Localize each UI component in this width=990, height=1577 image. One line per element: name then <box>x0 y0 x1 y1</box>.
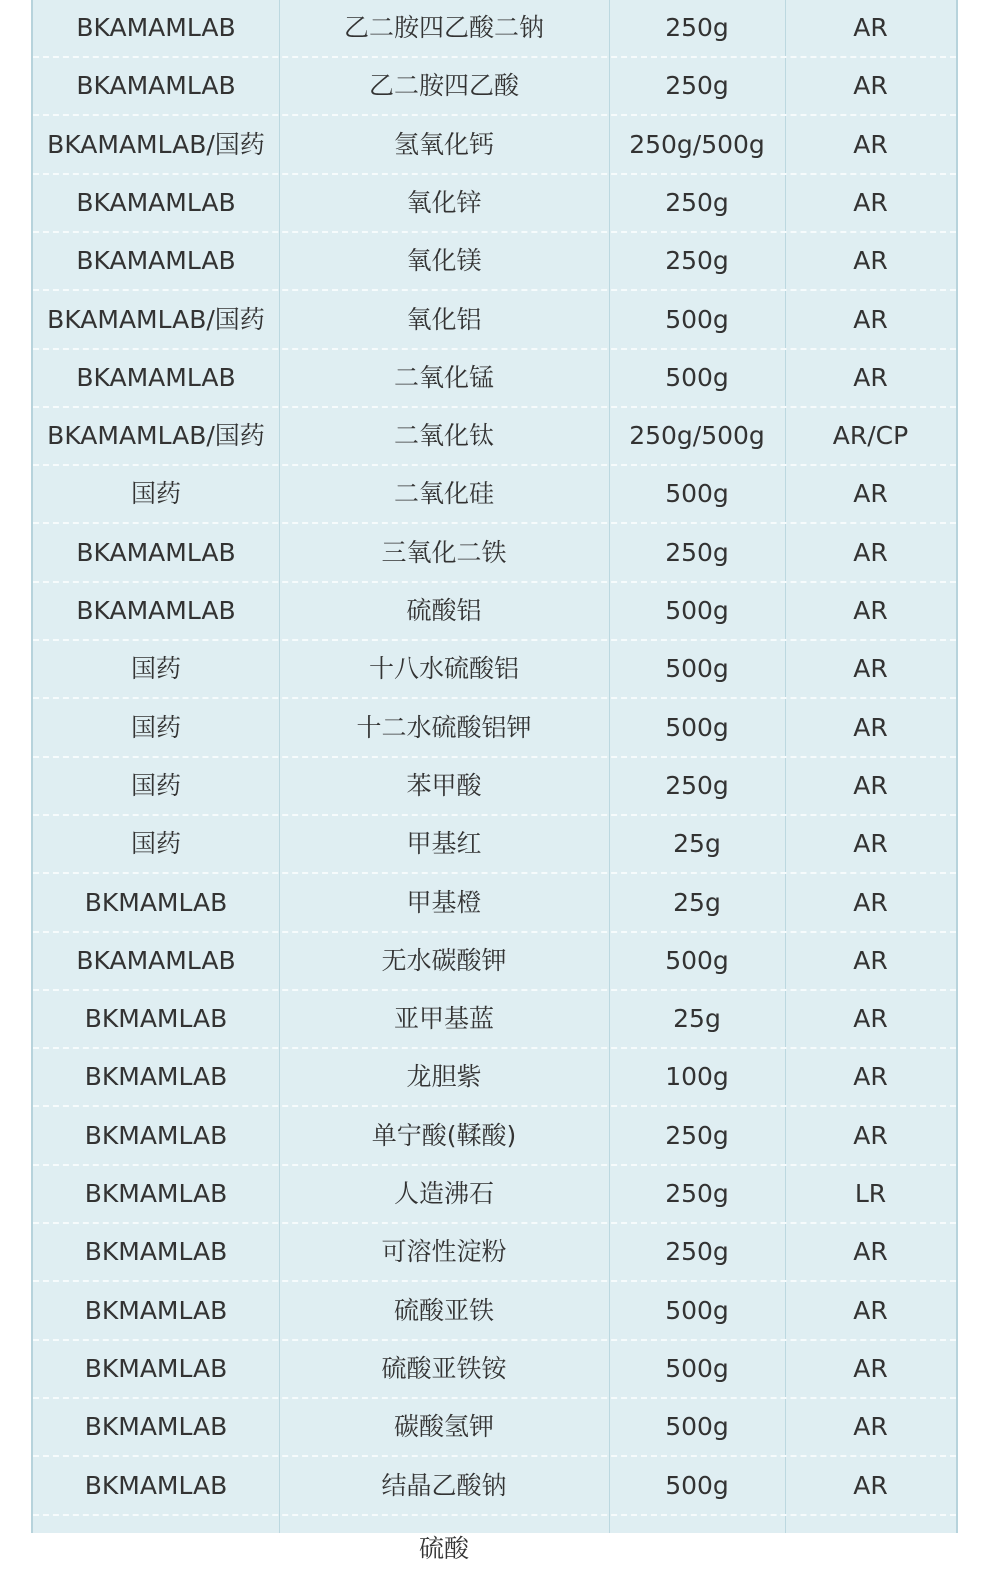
table-row <box>33 816 956 874</box>
brand-cell: BKMAMLAB <box>84 1237 228 1266</box>
package-size-cell: 500g <box>665 1471 729 1500</box>
reagent-name-cell: 氧化铝 <box>406 305 482 334</box>
brand-cell: 国药 <box>130 771 181 800</box>
table-row <box>33 1399 956 1457</box>
reagent-name-cell: 氧化锌 <box>406 188 482 217</box>
table-row <box>33 758 956 816</box>
reagent-name-cell: 乙二胺四乙酸 <box>368 71 519 100</box>
package-size-cell: 250g/500g <box>629 130 765 159</box>
package-size-cell: 500g <box>665 946 729 975</box>
reagent-name-cell: 龙胆紫 <box>406 1062 482 1091</box>
table-row <box>33 466 956 524</box>
brand-cell: 国药 <box>130 654 181 683</box>
package-size-cell: 250g <box>665 188 729 217</box>
table-row <box>33 1224 956 1282</box>
package-size-cell: 250g <box>665 1237 729 1266</box>
brand-cell: BKAMAMLAB <box>76 71 236 100</box>
brand-cell: BKAMAMLAB <box>76 363 236 392</box>
reagent-name-cell: 硫酸铝 <box>406 596 482 625</box>
brand-cell: BKAMAMLAB <box>76 13 236 42</box>
brand-cell: BKAMAMLAB <box>76 946 236 975</box>
table-row <box>33 1341 956 1399</box>
table-row <box>33 1283 956 1341</box>
package-size-cell: 500g <box>665 1296 729 1325</box>
reagent-name-cell: 氧化镁 <box>406 246 482 275</box>
brand-cell: BKMAMLAB <box>84 1296 228 1325</box>
package-size-cell: 500g <box>665 1412 729 1441</box>
table-row <box>33 0 956 58</box>
brand-cell: 国药 <box>130 713 181 742</box>
reagent-name-cell: 氢氧化钙 <box>393 130 494 159</box>
table-row <box>33 1049 956 1107</box>
reagent-name-cell: 苯甲酸 <box>406 771 482 800</box>
package-size-cell: 500g <box>665 479 729 508</box>
reagent-name-cell: 二氧化钛 <box>393 421 494 450</box>
reagent-name-cell: 结晶乙酸钠 <box>381 1471 507 1500</box>
brand-cell: BKAMAMLAB/国药 <box>47 305 265 334</box>
reagent-name-cell: 单宁酸(鞣酸) <box>371 1121 517 1150</box>
table-row <box>33 350 956 408</box>
reagent-name-cell: 二氧化锰 <box>393 363 494 392</box>
grade-cell: AR <box>853 188 888 217</box>
table-row-partial <box>279 1522 609 1563</box>
package-size-cell: 250g <box>665 771 729 800</box>
grade-cell: AR <box>853 1062 888 1091</box>
reagent-name-cell: 甲基橙 <box>406 888 482 917</box>
grade-cell: AR <box>853 130 888 159</box>
grade-cell: AR <box>853 1004 888 1033</box>
grade-cell: AR <box>853 713 888 742</box>
grade-cell: AR <box>853 1121 888 1150</box>
package-size-cell: 250g <box>665 1121 729 1150</box>
grade-cell: AR <box>853 479 888 508</box>
brand-cell: BKMAMLAB <box>84 1471 228 1500</box>
reagent-name-cell: 硫酸亚铁 <box>393 1296 494 1325</box>
brand-cell: BKMAMLAB <box>84 1004 228 1033</box>
table-row <box>33 525 956 583</box>
brand-cell: 国药 <box>130 829 181 858</box>
grade-cell: AR <box>853 596 888 625</box>
table-row <box>33 991 956 1049</box>
brand-cell: BKMAMLAB <box>84 1121 228 1150</box>
grade-cell: AR <box>853 829 888 858</box>
table-row <box>33 875 956 933</box>
table-row <box>33 1458 956 1516</box>
reagent-name-cell: 人造沸石 <box>393 1179 494 1208</box>
package-size-cell: 500g <box>665 305 729 334</box>
package-size-cell: 100g <box>665 1062 729 1091</box>
reagent-name-cell: 碳酸氢钾 <box>393 1412 494 1441</box>
brand-cell: BKAMAMLAB <box>76 538 236 567</box>
grade-cell: AR <box>853 888 888 917</box>
package-size-cell: 250g <box>665 71 729 100</box>
brand-cell: BKAMAMLAB <box>76 188 236 217</box>
brand-cell: 国药 <box>130 479 181 508</box>
grade-cell: AR <box>853 538 888 567</box>
package-size-cell: 25g <box>673 888 721 917</box>
brand-cell: BKAMAMLAB <box>76 246 236 275</box>
package-size-cell: 25g <box>673 1004 721 1033</box>
brand-cell: BKAMAMLAB <box>76 596 236 625</box>
grade-cell: AR <box>853 246 888 275</box>
package-size-cell: 250g <box>665 538 729 567</box>
package-size-cell: 25g <box>673 829 721 858</box>
reagent-name-cell: 乙二胺四乙酸二钠 <box>343 13 544 42</box>
grade-cell: AR <box>853 305 888 334</box>
grade-cell: AR <box>853 363 888 392</box>
reagent-name-cell: 硫酸亚铁铵 <box>381 1354 507 1383</box>
table-row <box>33 1166 956 1224</box>
package-size-cell: 500g <box>665 363 729 392</box>
grade-cell: LR <box>854 1179 887 1208</box>
brand-cell: BKAMAMLAB/国药 <box>47 421 265 450</box>
brand-cell: BKMAMLAB <box>84 888 228 917</box>
package-size-cell: 500g <box>665 713 729 742</box>
grade-cell: AR <box>853 1237 888 1266</box>
reagent-name-cell: 甲基红 <box>406 829 482 858</box>
reagent-table <box>31 0 958 1563</box>
table-row <box>33 175 956 233</box>
grade-cell: AR <box>853 13 888 42</box>
grade-cell: AR <box>853 1296 888 1325</box>
reagent-name-cell: 硫酸 <box>418 1534 469 1563</box>
reagent-name-cell: 十二水硫酸铝钾 <box>356 713 532 742</box>
package-size-cell: 250g <box>665 246 729 275</box>
reagent-name-cell: 亚甲基蓝 <box>393 1004 494 1033</box>
grade-cell: AR <box>853 946 888 975</box>
table-row <box>33 1108 956 1166</box>
table-row <box>33 583 956 641</box>
reagent-name-cell: 无水碳酸钾 <box>381 946 507 975</box>
grade-cell: AR <box>853 654 888 683</box>
table-row <box>33 408 956 466</box>
brand-cell: BKMAMLAB <box>84 1179 228 1208</box>
table-row <box>33 117 956 175</box>
table-row <box>33 700 956 758</box>
table-row <box>33 58 956 116</box>
package-size-cell: 500g <box>665 654 729 683</box>
table-row <box>33 292 956 350</box>
grade-cell: AR/CP <box>832 421 909 450</box>
grade-cell: AR <box>853 1354 888 1383</box>
reagent-name-cell: 可溶性淀粉 <box>381 1237 507 1266</box>
grade-cell: AR <box>853 1471 888 1500</box>
reagent-name-cell: 十八水硫酸铝 <box>368 654 519 683</box>
brand-cell: BKMAMLAB <box>84 1354 228 1383</box>
brand-cell: BKMAMLAB <box>84 1062 228 1091</box>
reagent-name-cell: 三氧化二铁 <box>381 538 507 567</box>
brand-cell: BKAMAMLAB/国药 <box>47 130 265 159</box>
table-row <box>33 233 956 291</box>
brand-cell: BKMAMLAB <box>84 1412 228 1441</box>
grade-cell: AR <box>853 771 888 800</box>
package-size-cell: 500g <box>665 596 729 625</box>
table-row <box>33 641 956 699</box>
package-size-cell: 250g <box>665 13 729 42</box>
package-size-cell: 250g/500g <box>629 421 765 450</box>
reagent-name-cell: 二氧化硅 <box>393 479 494 508</box>
package-size-cell: 500g <box>665 1354 729 1383</box>
grade-cell: AR <box>853 71 888 100</box>
table-row <box>33 933 956 991</box>
package-size-cell: 250g <box>665 1179 729 1208</box>
grade-cell: AR <box>853 1412 888 1441</box>
